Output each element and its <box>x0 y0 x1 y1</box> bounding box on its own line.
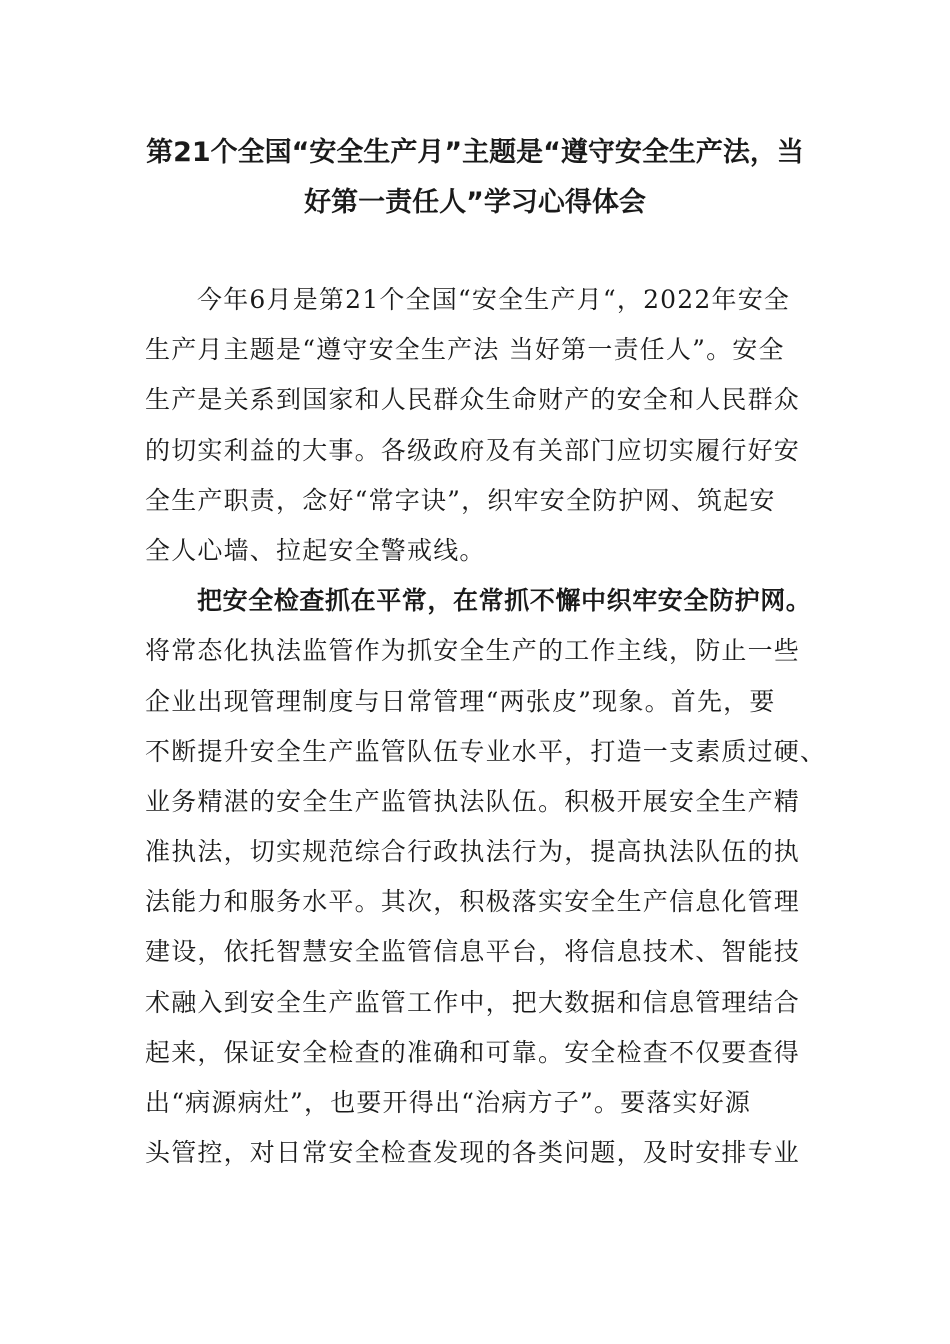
text-line: 建设，依托智慧安全监管信息平台，将信息技术、智能技 <box>145 937 801 967</box>
text-line: 起来，保证安全检查的准确和可靠。安全检查不仅要查得 <box>145 1037 801 1067</box>
document-body <box>145 275 827 1178</box>
text-line: 全人心墙、拉起安全警戒线。 <box>145 535 486 565</box>
text-line: 不断提升安全生产监管队伍专业水平，打造一支素质过硬、 <box>145 736 827 766</box>
document-title <box>140 128 810 228</box>
text-line: 今年6月是第21个全国“安全生产月“，2022年安全 <box>197 285 791 314</box>
text-line: 出“病源病灶”，也要开得出“治病方子”。要落实好源 <box>145 1088 752 1117</box>
paragraph-1 <box>145 275 801 576</box>
text-line: 生产月主题是“遵守安全生产法 当好第一责任人”。安全 <box>145 335 785 365</box>
text-line: 将常态化执法监管作为抓安全生产的工作主线，防止一些 <box>145 636 801 666</box>
text-line: 术融入到安全生产监管工作中，把大数据和信息管理结合 <box>145 987 801 1017</box>
paragraph-2 <box>145 576 827 1178</box>
text-line: 全生产职责，念好“常字诀”，织牢安全防护网、筑起安 <box>145 485 776 515</box>
text-line: 企业出现管理制度与日常管理“两张皮”现象。首先，要 <box>145 686 776 716</box>
text-line: 法能力和服务水平。其次，积极落实安全生产信息化管理 <box>145 887 801 917</box>
title-line: 第21个全国“安全生产月”主题是“遵守安全生产法，当 <box>146 137 804 168</box>
text-line: 生产是关系到国家和人民群众生命财产的安全和人民群众 <box>145 385 801 415</box>
title-line: 好第一责任人”学习心得体会 <box>304 187 646 218</box>
paragraph-heading: 把安全检查抓在平常，在常抓不懈中织牢安全防护网。 <box>197 586 812 616</box>
text-line: 业务精湛的安全生产监管执法队伍。积极开展安全生产精 <box>145 786 801 816</box>
text-line: 头管控，对日常安全检查发现的各类问题，及时安排专业 <box>145 1138 801 1168</box>
text-line: 的切实利益的大事。各级政府及有关部门应切实履行好安 <box>145 435 801 465</box>
text-line: 准执法，切实规范综合行政执法行为，提高执法队伍的执 <box>145 837 801 867</box>
